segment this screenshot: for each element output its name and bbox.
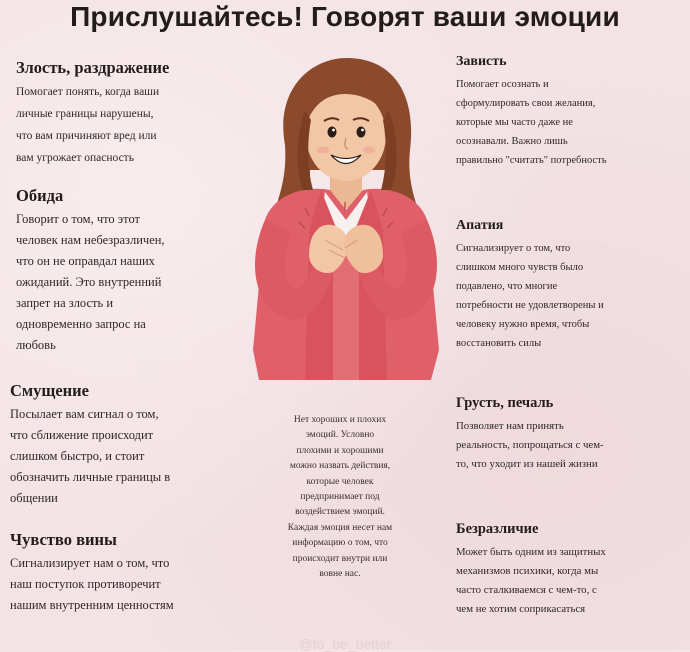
emotion-block-resentment — [16, 186, 246, 356]
emotion-heading: Обида — [16, 186, 64, 205]
emotion-block-sadness — [456, 394, 688, 474]
emotion-text-line: нашим внутренним ценностям — [10, 598, 174, 612]
watermark: @to_be_better — [298, 636, 392, 652]
emotion-text-line: подавлено, что многие — [456, 281, 558, 292]
center-note-line: информацию о том, что — [292, 538, 388, 549]
emotion-text-line: которые мы часто даже не — [456, 117, 573, 128]
emotion-text-line: сформулировать свои желания, — [456, 98, 596, 109]
emotion-text-line: Сигнализирует нам о том, что — [10, 556, 170, 570]
center-note-line: Нет хороших и плохих — [293, 415, 387, 425]
emotion-heading: Безразличие — [456, 521, 539, 537]
emotion-text-line: что вам причиняют вред или — [16, 130, 157, 142]
emotion-heading: Апатия — [456, 218, 504, 233]
emotion-text-line: человеку нужно время, чтобы — [456, 319, 590, 330]
emotion-text-line: механизмов психики, когда мы — [456, 565, 599, 577]
emotion-heading: Зависть — [456, 54, 507, 69]
center-note-line: воздействием эмоций. — [295, 507, 385, 518]
emotion-block-apathy — [456, 216, 688, 353]
emotion-text-line: что он не оправдал наших — [16, 254, 155, 268]
center-note-line: которые человек — [306, 476, 374, 487]
emotion-heading: Грусть, печаль — [456, 395, 554, 411]
emotion-text-line: наш поступок противоречит — [10, 577, 161, 591]
emotion-text-line: одновременно запрос на — [16, 317, 146, 331]
emotion-text-line: слишком много чувств было — [456, 262, 584, 273]
center-note-line: можно назвать действия, — [289, 461, 391, 472]
emotion-text-line: обозначить личные границы в — [10, 470, 171, 484]
center-note-line: происходит внутри или — [292, 553, 388, 564]
emotion-text-line: слишком быстро, и стоит — [10, 449, 145, 463]
emotion-heading: Смущение — [10, 381, 89, 400]
woman-illustration-icon — [225, 50, 465, 380]
emotion-text-line: потребности не удовлетворены и — [456, 300, 604, 311]
emotion-text-line: любовь — [16, 338, 56, 352]
emotion-text-line: реальность, попрощаться с чем- — [456, 439, 604, 451]
emotion-block-anger — [16, 58, 246, 169]
emotion-text-line: правильно "считать" потребность — [456, 155, 607, 166]
center-note-line: предпринимает под — [300, 492, 380, 503]
center-note-line: Каждая эмоция несет нам — [287, 522, 393, 533]
page-title: Прислушайтесь! Говорят ваши эмоции — [70, 1, 620, 32]
emotion-text-line: осознавали. Важно лишь — [456, 136, 568, 147]
emotion-text-line: общении — [10, 491, 58, 505]
emotion-text-line: Может быть одним из защитных — [456, 546, 606, 558]
emotion-text-line: Помогает осознать и — [456, 79, 549, 90]
center-note-line: плохими и хорошими — [296, 445, 384, 456]
emotion-text-line: Говорит о том, что этот — [16, 212, 140, 226]
emotion-block-envy — [456, 52, 686, 170]
emotion-text-line: Сигнализирует о том, что — [456, 243, 571, 254]
emotion-block-guilt — [10, 530, 250, 616]
center-note — [252, 413, 428, 582]
emotion-text-line: вам угрожает опасность — [16, 152, 134, 164]
center-note-line: эмоций. Условно — [305, 430, 375, 441]
emotion-text-line: человек нам небезразличен, — [16, 233, 165, 247]
emotion-text-line: личные границы нарушены, — [16, 108, 154, 120]
emotion-text-line: Помогает понять, когда ваши — [16, 86, 160, 98]
center-note-line: вовне нас. — [319, 569, 361, 580]
emotion-block-indifference — [456, 520, 688, 619]
emotion-text-line: то, что уходит из нашей жизни — [456, 458, 598, 470]
emotion-text-line: часто сталкиваемся с чем-то, с — [456, 584, 597, 596]
emotion-text-line: Посылает вам сигнал о том, — [10, 407, 159, 421]
emotion-heading: Злость, раздражение — [16, 58, 170, 77]
emotion-heading: Чувство вины — [10, 530, 117, 549]
emotion-text-line: Позволяет нам принять — [456, 420, 564, 432]
emotion-text-line: восстановить силы — [456, 338, 542, 349]
emotion-text-line: ожиданий. Это внутренний — [16, 275, 162, 289]
emotion-text-line: запрет на злость и — [16, 296, 114, 310]
emotion-block-embarrassment — [10, 381, 250, 509]
emotion-text-line: что сближение происходит — [10, 428, 154, 442]
emotion-text-line: чем не хотим соприкасаться — [456, 603, 586, 615]
